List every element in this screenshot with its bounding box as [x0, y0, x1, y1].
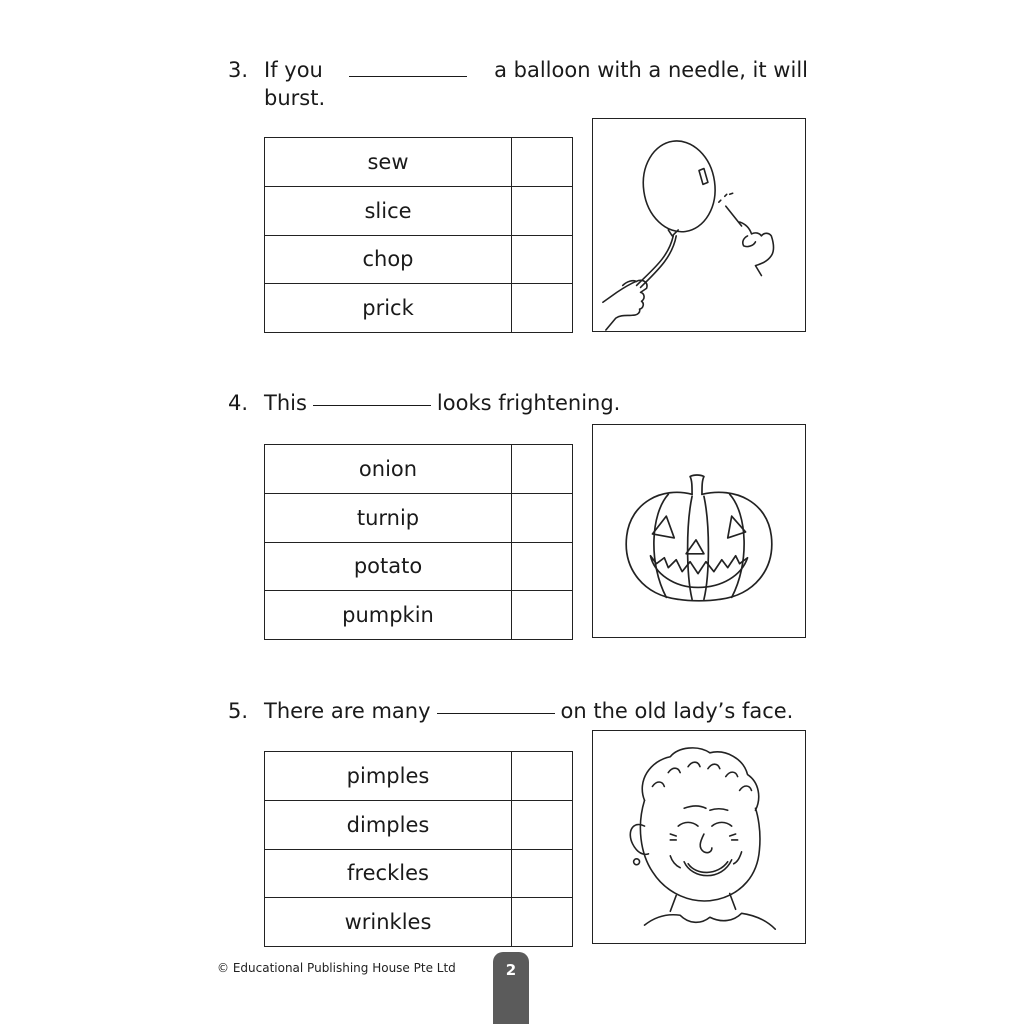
balloon-needle-illustration: [592, 118, 806, 332]
question-4-text: [228, 389, 808, 417]
option-row: [265, 849, 573, 898]
options-table-q4: [264, 444, 573, 640]
option-word: pumpkin: [265, 591, 512, 640]
option-row: [265, 445, 573, 494]
answer-checkbox[interactable]: [512, 138, 573, 187]
option-row: [265, 752, 573, 801]
question-text-after: a balloon with a needle, it will: [494, 58, 808, 82]
answer-checkbox[interactable]: [512, 591, 573, 640]
option-word: onion: [265, 445, 512, 494]
question-number: 4.: [228, 391, 249, 415]
option-row: [265, 138, 573, 187]
option-word: pimples: [265, 752, 512, 801]
question-text-before: There are many: [264, 699, 431, 723]
answer-checkbox[interactable]: [512, 445, 573, 494]
page-number-tab: [493, 952, 529, 1024]
answer-checkbox[interactable]: [512, 542, 573, 591]
option-word: freckles: [265, 849, 512, 898]
question-number: 3.: [228, 58, 249, 82]
option-word: prick: [265, 284, 512, 333]
option-row: [265, 186, 573, 235]
option-word: sew: [265, 138, 512, 187]
answer-blank[interactable]: [313, 405, 431, 406]
answer-blank[interactable]: [349, 76, 467, 77]
option-row: [265, 800, 573, 849]
answer-checkbox[interactable]: [512, 898, 573, 947]
answer-checkbox[interactable]: [512, 284, 573, 333]
option-row: [265, 898, 573, 947]
option-row: [265, 235, 573, 284]
answer-checkbox[interactable]: [512, 849, 573, 898]
option-word: slice: [265, 186, 512, 235]
answer-checkbox[interactable]: [512, 235, 573, 284]
answer-checkbox[interactable]: [512, 752, 573, 801]
option-row: [265, 591, 573, 640]
option-word: potato: [265, 542, 512, 591]
option-row: [265, 493, 573, 542]
answer-blank[interactable]: [437, 713, 555, 714]
question-text-before: This: [264, 391, 307, 415]
question-text-continuation: burst.: [264, 86, 326, 110]
question-text-before: If you: [264, 58, 323, 82]
answer-checkbox[interactable]: [512, 800, 573, 849]
question-3-text: [228, 56, 808, 112]
option-word: dimples: [265, 800, 512, 849]
answer-checkbox[interactable]: [512, 493, 573, 542]
copyright-notice: © Educational Publishing House Pte Ltd: [217, 961, 456, 975]
option-word: turnip: [265, 493, 512, 542]
question-5-text: [228, 697, 808, 725]
option-row: [265, 542, 573, 591]
option-row: [265, 284, 573, 333]
jack-o-lantern-illustration: [592, 424, 806, 638]
option-word: chop: [265, 235, 512, 284]
options-table-q3: [264, 137, 573, 333]
options-table-q5: [264, 751, 573, 947]
option-word: wrinkles: [265, 898, 512, 947]
question-text-after: looks frightening.: [436, 391, 621, 415]
question-text-after: on the old lady’s face.: [560, 699, 794, 723]
question-number: 5.: [228, 699, 249, 723]
page-number: 2: [505, 961, 517, 979]
answer-checkbox[interactable]: [512, 186, 573, 235]
old-lady-face-illustration: [592, 730, 806, 944]
